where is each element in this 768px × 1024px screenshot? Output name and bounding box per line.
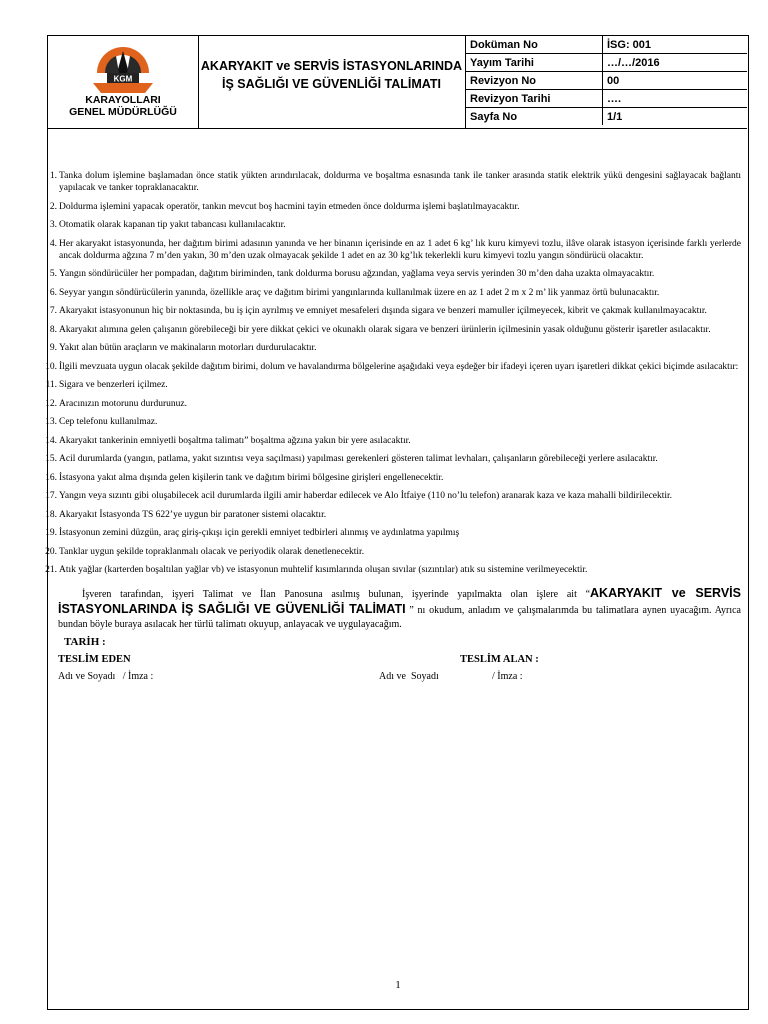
signature-area <box>58 654 741 696</box>
instruction-item <box>45 435 741 447</box>
instruction-number: 14. <box>45 435 57 446</box>
instruction-number: 19. <box>45 528 57 538</box>
instruction-number: 12. <box>45 398 57 409</box>
instruction-text: Yangın söndürücüler her pompadan, dağıtım biriminden, tank doldurma borusu ağzından, yağlama veya servis yerinden 30 m’den daha uzakta olmayacaktır. <box>59 269 655 279</box>
instruction-text: Otomatik olarak kapanan tip yakıt tabancası kullanılacaktır. <box>59 220 286 230</box>
meta-value: 00 <box>603 72 748 90</box>
instruction-item <box>45 472 741 484</box>
teslim-eden-name-sign: Adı ve Soyadı / İmza : <box>58 671 154 682</box>
instruction-number: 8. <box>49 324 57 335</box>
instruction-number: 13. <box>45 417 57 427</box>
instruction-item <box>49 219 741 231</box>
instruction-text: Acil durumlarda (yangın, patlama, yakıt sızıntısı veya saçılması) yapılması gerekenleri gösteren talimat levhaları, çalışanların görebileceği yerlere asılacaktır. <box>59 454 658 464</box>
instruction-item <box>45 509 741 521</box>
page-number: 1 <box>395 979 401 991</box>
meta-label: Sayfa No <box>466 108 603 126</box>
instruction-item <box>45 398 741 410</box>
instruction-text: Seyyar yangın söndürücülerin yanında, özellikle araç ve dağıtım birimi yangınlarında kullanılmak üzere en az 1 adet 2 m x 2 m’ lik yanmaz örtü bulunacaktır. <box>59 287 660 298</box>
meta-row <box>466 108 747 126</box>
org-line-1: KARAYOLLARI <box>85 94 161 106</box>
instruction-text: İstasyonun zemini düzgün, araç giriş-çıkışı için gerekli emniyet tedbirleri alınmış ve aydınlatma yapılmış <box>59 528 460 538</box>
instruction-number: 3. <box>49 220 57 230</box>
instruction-number: 1. <box>49 171 57 181</box>
instruction-text: Sigara ve benzerleri içilmez. <box>59 380 168 390</box>
meta-row <box>466 54 747 72</box>
declaration-title: AKARYAKIT ve SERVİS İSTASYONLARINDA İŞ SAĞLIĞI VE GÜVENLİĞİ TALİMATI <box>58 586 741 616</box>
instruction-number: 15. <box>45 454 57 464</box>
instruction-text: Atık yağlar (karterden boşaltılan yağlar vb) ve istasyonun muhtelif kısımlarında oluşan sıvılar (sızıntılar) atık su sistemine verilmeyecektir. <box>59 565 588 575</box>
organization-name <box>48 94 198 118</box>
instruction-item <box>45 416 741 428</box>
instruction-item <box>49 342 741 354</box>
instruction-item <box>45 490 741 502</box>
meta-label: Yayım Tarihi <box>466 54 603 72</box>
instruction-list <box>45 170 741 576</box>
document-header <box>48 36 747 129</box>
document-body <box>45 170 741 696</box>
meta-row <box>466 72 747 90</box>
instruction-item <box>49 170 741 194</box>
instruction-item <box>49 324 741 336</box>
teslim-alan-sign: / İmza : <box>492 671 523 682</box>
instruction-item <box>45 527 741 539</box>
instruction-number: 9. <box>49 343 57 353</box>
instruction-text: Her akaryakıt istasyonunda, her dağıtım birimi adasının yanında ve her binanın içerisinde en az 1 adet 6 kg’ lık kuru kimyevi tozlu, ilâve olarak istasyon içerisinde farklı yerlerde ancak doldurma ağzına 7 m’den yakın, 30 m’den uzak olmayacak şekilde 1 adet en az 30 kg’lık tekerlekli kuru kimyevi tozlu yangın söndürücü olacaktır. <box>59 238 741 261</box>
logo-cell <box>48 36 199 128</box>
instruction-number: 18. <box>45 509 57 520</box>
instruction-item <box>45 453 741 465</box>
instruction-text: Akaryakıt istasyonunun hiç bir noktasında, bu iş için ayrılmış ve emniyet mesafeleri dışında sigara ve benzeri mamuller içilmeyecek, kibrit ve çakmak kullanılmayacaktır. <box>59 306 707 316</box>
instruction-text: Yangın veya sızıntı gibi oluşabilecek acil durumlarda ilgili amir haberdar edilecek ve Alo İtfaiye (110 no’lu telefon) aranarak kaza ve kaza mahalli bildirilecektir. <box>59 491 673 501</box>
instruction-item <box>49 287 741 299</box>
instruction-number: 6. <box>49 287 57 298</box>
instruction-item <box>49 305 741 317</box>
instruction-number: 4. <box>49 238 57 249</box>
instruction-number: 10. <box>45 361 57 372</box>
title-cell <box>198 36 466 128</box>
instruction-number: 20. <box>45 546 57 557</box>
meta-label: Doküman No <box>466 36 603 54</box>
meta-value: 1/1 <box>607 110 623 123</box>
kgm-logo-icon <box>89 43 157 95</box>
instruction-text: Tanklar uygun şekilde topraklanmalı olacak ve periyodik olarak denetlenecektir. <box>59 546 365 557</box>
meta-value: …/…/2016 <box>603 54 748 72</box>
instruction-number: 5. <box>49 269 57 279</box>
teslim-alan-label: TESLİM ALAN : <box>460 654 539 665</box>
meta-row <box>466 36 747 54</box>
instruction-number: 17. <box>45 491 57 501</box>
instruction-text: Yakıt alan bütün araçların ve makinaların motorları durdurulacaktır. <box>59 343 317 353</box>
instruction-number: 16. <box>45 472 57 483</box>
title-line-2: İŞ SAĞLIĞI VE GÜVENLİĞİ TALİMATI <box>221 77 441 91</box>
meta-row <box>466 90 747 108</box>
teslim-alan-name: Adı ve Soyadı <box>379 671 439 682</box>
meta-value: İSG: 001 <box>603 36 748 54</box>
document-meta-table <box>466 36 747 125</box>
instruction-number: 21. <box>45 565 57 575</box>
document-frame <box>47 35 749 1010</box>
instruction-item <box>45 361 741 373</box>
instruction-text: Doldurma işlemini yapacak operatör, tankın mevcut boş hacmini tayin etmeden önce doldurma işlemi başlatılmayacaktır. <box>59 201 520 212</box>
teslim-eden-label: TESLİM EDEN <box>58 654 131 665</box>
meta-label: Revizyon Tarihi <box>466 90 603 108</box>
title-line-1: AKARYAKIT ve SERVİS İSTASYONLARINDA <box>200 59 463 73</box>
instruction-text: Cep telefonu kullanılmaz. <box>59 417 158 427</box>
instruction-number: 7. <box>49 306 57 316</box>
instruction-text: Aracınızın motorunu durdurunuz. <box>59 398 187 409</box>
instruction-text: Tanka dolum işlemine başlamadan önce statik yükten arındırılacak, doldurma ve boşaltma esnasında tank ile tanker arasında statik elektrik yükü dengesini sağlayacak bağlantı yapılacak ve tanker topraklanacaktır. <box>59 171 741 193</box>
instruction-text: Akaryakıt İstasyonda TS 622’ye uygun bir paratoner sistemi olacaktır. <box>59 509 327 520</box>
instruction-item <box>45 564 741 576</box>
instruction-item <box>49 268 741 280</box>
document-title <box>201 57 462 93</box>
meta-label: Revizyon No <box>466 72 603 90</box>
instruction-number: 11. <box>45 380 57 390</box>
instruction-item <box>45 546 741 558</box>
declaration-paragraph <box>58 586 741 632</box>
instruction-item <box>49 201 741 213</box>
instruction-item <box>45 379 741 391</box>
instruction-item <box>49 238 741 262</box>
instruction-text: İlgili mevzuata uygun olacak şekilde dağıtım birimi, dolum ve havalandırma bölgelerine aşağıdaki veya eşdeğer bir ifadeyi içeren uyarı işaretleri dikkat çekici biçimde asılacaktır: <box>59 361 739 372</box>
instruction-text: İstasyona yakıt alma dışında gelen kişilerin tank ve dağıtım birimi bölgesine girişleri engellenecektir. <box>59 472 444 483</box>
logo-text: KGM <box>113 74 133 84</box>
declaration-pre: İşveren tarafından, işyeri Talimat ve İlan Panosuna asılmış bulunan, işyerinde yapılmakta olan işlere ait “ <box>82 589 591 600</box>
instruction-number: 2. <box>49 201 57 212</box>
instruction-text: Akaryakıt alımına gelen çalışanın görebileceği bir yere dikkat çekici ve okunaklı olarak sigara ve benzeri ürünlerin içilmesinin yasak olduğunu gösterir işaretler asılacaktır. <box>59 324 711 335</box>
date-label: TARİH : <box>64 636 106 648</box>
instruction-text: Akaryakıt tankerinin emniyetli boşaltma talimatı” boşaltma ağzına yakın bir yere asılacaktır. <box>59 435 411 446</box>
meta-value: …. <box>603 90 748 108</box>
declaration-post: ” nı okudum, anladım ve çalışmalarımda bu talimatlara aynen uyacağım. Ayrıca bundan böyle buraya asılacak her türlü talimatı okuyup, anlayacak ve uygulayacağım. <box>58 605 741 630</box>
org-line-2: GENEL MÜDÜRLÜĞÜ <box>69 106 177 118</box>
